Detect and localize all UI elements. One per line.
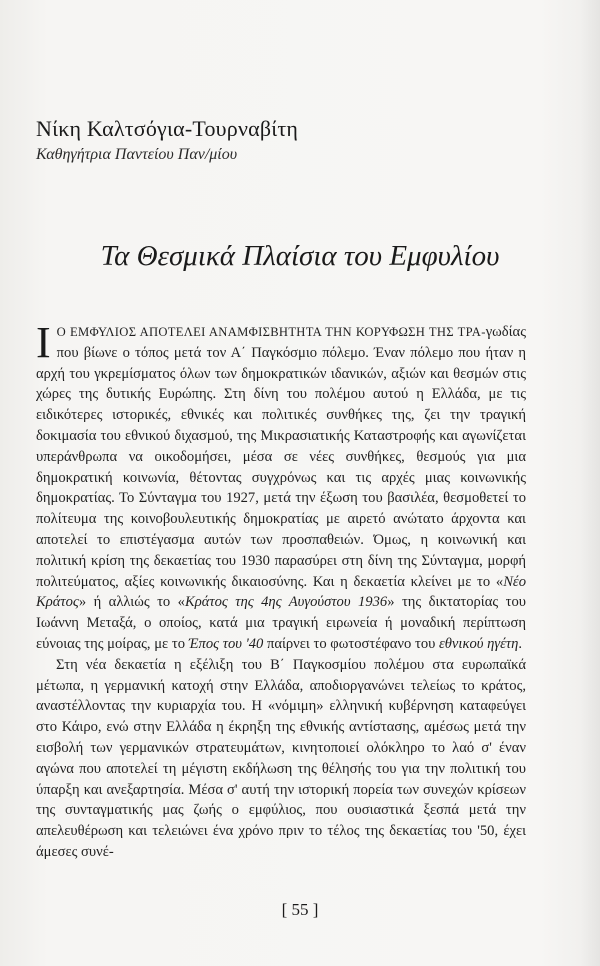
page-number: [ 55 ] [281,900,319,919]
lead-caps: Ο ΕΜΦΥΛΙΟΣ ΑΠΟΤΕΛΕΙ ΑΝΑΜΦΙΣΒΗΤΗΤΑ ΤΗΝ ΚΟΡΥΦΩΣΗ ΤΗΣ ΤΡΑ- [56,325,486,339]
paragraph-1-text-d: παίρνει το φωτοστέφανο του [263,635,439,652]
author-affiliation: Καθηγήτρια Παντείου Παν/μίου [36,146,238,163]
paragraph-1-text-b: » ή αλλιώς το « [78,594,185,611]
paragraph-2: Στη νέα δεκαετία η εξέλιξη του Β΄ Παγκοσμίου πολέμου στα ευρωπαϊκά μέτωπα, η γερμανική κατοχή στην Ελλάδα, αποδιοργανώνει τελείως το κράτος, αναστέλλοντας την κυριαρχία του. Η «νόμιμη» ελληνική κυβέρνηση καταφεύγει στο Κάιρο, ενώ στην Ελλάδα η έκρηξη της εθνικής αντίστασης, αμέσως μετά την εισβολή των γερμανικών στρατευμάτων, κινητοποιεί ολόκληρο το λαό σ' έναν αγώνα που αποτελεί τη μέγιστη εκδήλωση της θέλησής του για την πολιτική του ύπαρξη και ανεξαρτησία. Μέσα σ' αυτή την ιστορική πορεία των συνεχών κρίσεων της συνταγματικής μας ζωής ο εμφύλιος, που ουσιαστικά ξεσπά μετά την απελευθέρωση και τελειώνει ένα χρόνο πριν το τέλος της δεκαετίας του '50, έχει άμεσες συνέ- [36,656,526,860]
paragraph-1-text-a: γωδίας που βίωνε ο τόπος μετά τον Α΄ Παγκόσμιο πόλεμο. Έναν πόλεμο που ήταν η αρχή του γκρεμίσματος όλων των δημοκρατικών ιδανικών, αξιών και θεσμών στις χώρες της δυτικής Ευρώπης. Στη δίνη του πολέμου αυτού η Ελλάδα, με τις ειδικότερες ιστορικές, εθνικές και πολιτικές συνθήκες της, ζει την τραγική δοκιμασία του εθνικού διχασμού, της Μικρασιατικής Καταστροφής και αγωνίζεται υπεράνθρωπα να οικοδομήσει, μέσα σε νέες συνθήκες, θεσμούς για μια δημοκρατική κοινωνία, θέτοντας συγχρόνως και τις αρχές μιας κοινωνικής δημοκρατίας. Το Σύνταγμα του 1927, μετά την έξωση του βασιλέα, θεσμοθετεί το πολίτευμα της κοινοβουλευτικής δημοκρατίας με αιρετό ανώτατο άρχοντα και αποτελεί το επιστέγασμα αυτών των προσπαθειών. Όμως, η κοινωνική και πολιτική κρίση της δεκαετίας του 1930 παρασύρει στη δίνη της Σύνταγμα, μορφή πολιτεύματος, αξίες κοινωνικής δικαιοσύνης. Και η δεκαετία κλείνει με το « [36,324,526,590]
article-body [36,318,526,863]
italic-kratos-4is-avgoustou: Κράτος της 4ης Αυγούστου 1936 [184,594,388,611]
drop-cap: Ι [36,318,51,367]
scan-edge-shadow [580,0,600,966]
paragraph-1-text-c: » της δικτατορίας του Ιωάννη Μεταξά, ο οποίος, κατά μια τραγική ειρωνεία ή μοναδική περίπτωση εύνοιας της μοίρας, με το [36,594,526,652]
italic-ethnikou-igeti: εθνικού ηγέτη [439,635,519,652]
italic-neo-kratos: Νέο Κράτος [36,573,526,611]
italic-epos-tou-40: Έπος του '40 [188,635,264,652]
paragraph-1-text-e: . [518,635,522,652]
paragraph-1 [36,318,526,655]
article-title: Τα Θεσμικά Πλαίσια του Εμφυλίου [100,240,500,272]
author-name: Νίκη Καλτσόγια-Τουρναβίτη [36,116,299,141]
